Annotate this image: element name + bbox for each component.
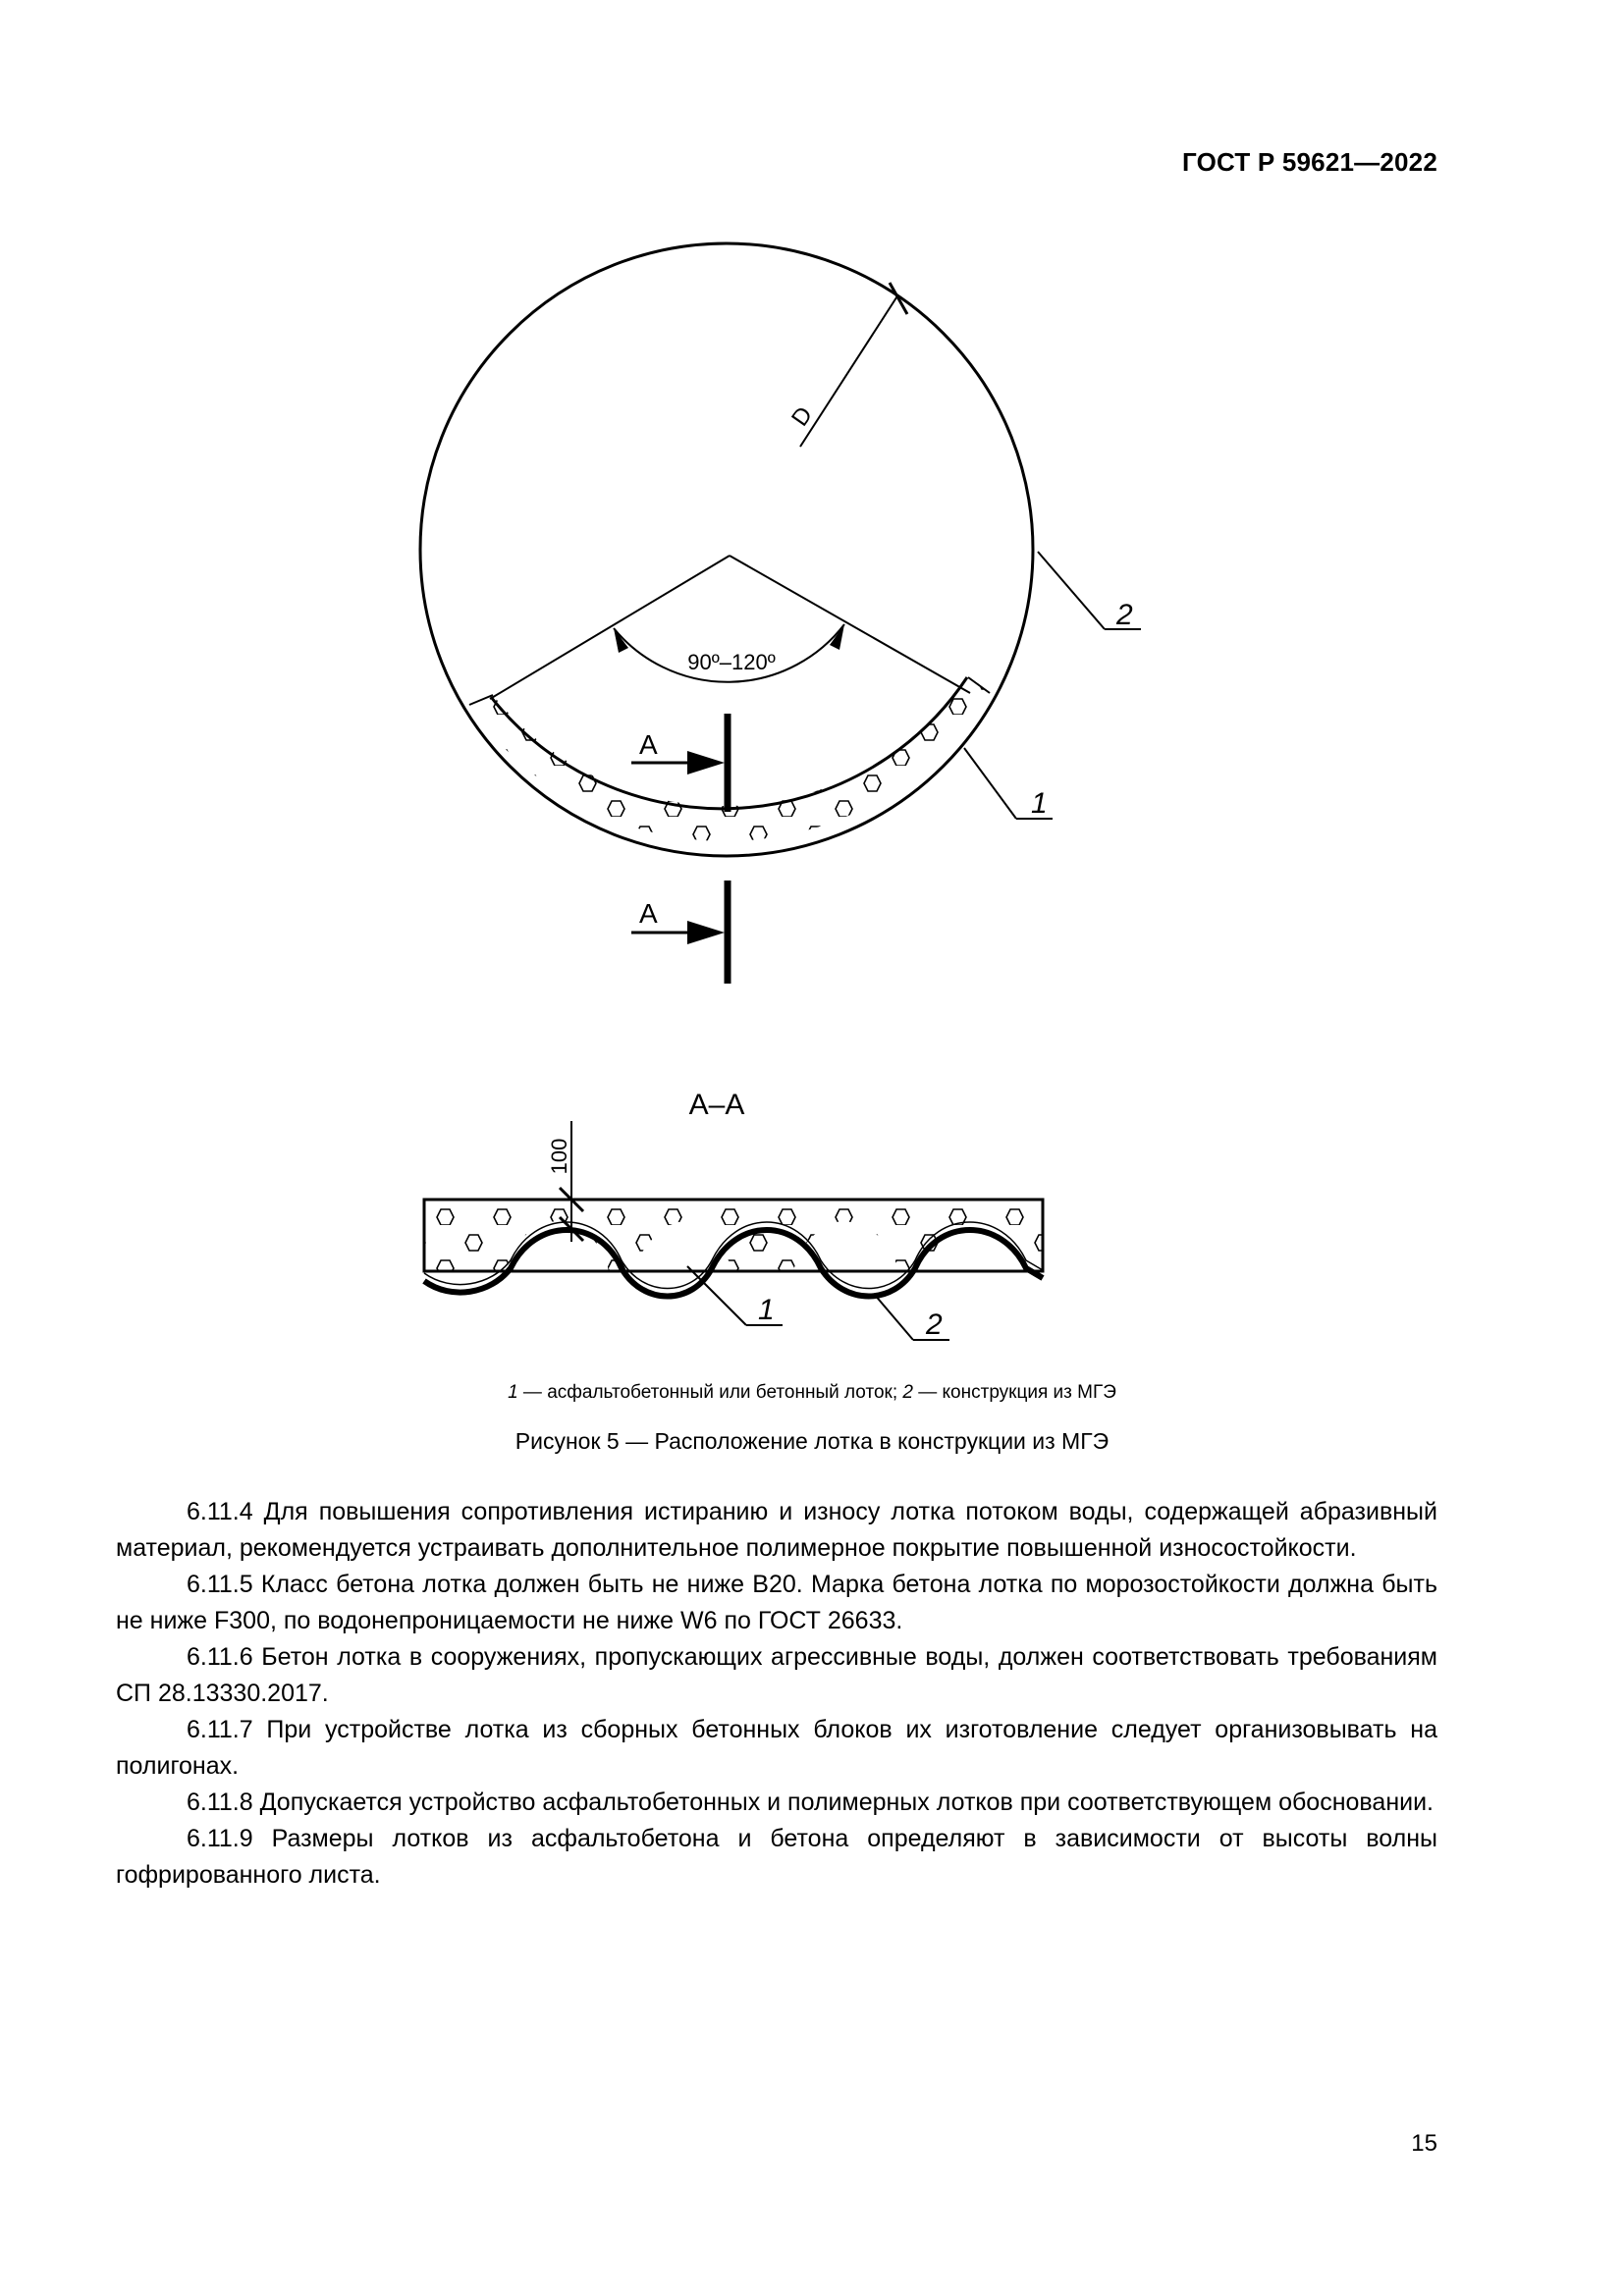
body-text <box>116 1494 1437 1894</box>
section-hatch <box>424 1200 1043 1303</box>
angle-arrow-right <box>830 624 844 650</box>
figure-caption: Рисунок 5 — Расположение лотка в конструкции из МГЭ <box>514 1428 1110 1454</box>
callout-2-leader <box>1038 552 1105 629</box>
document-header: ГОСТ Р 59621—2022 <box>1182 147 1437 177</box>
radius-tick <box>890 283 907 314</box>
page-number: 15 <box>1411 2130 1437 2157</box>
paragraph-6-11-7: 6.11.7 При устройстве лотка из сборных бетонных блоков их изготовление следует организовывать на полигонах. <box>116 1716 1437 1780</box>
callout-2-label: 2 <box>1116 599 1133 631</box>
section-callout-1-label: 1 <box>758 1294 775 1326</box>
section-marker-upper: А <box>639 729 658 760</box>
dimension-label: 100 <box>547 1138 571 1175</box>
radius-label: D <box>785 401 819 432</box>
section-title: А–А <box>688 1089 745 1121</box>
section-arrow-upper-head <box>687 751 725 774</box>
callout-1-leader <box>964 748 1016 819</box>
paragraph-6-11-4: 6.11.4 Для повышения сопротивления истиранию и износу лотка потоком воды, содержащей абразивный материал, рекомендуется устраивать дополнительное полимерное покрытие повышенной износостойкости. <box>116 1498 1437 1562</box>
section-callout-2-label: 2 <box>926 1308 943 1341</box>
section-callout-2-leader <box>874 1294 913 1340</box>
paragraph-6-11-5: 6.11.5 Класс бетона лотка должен быть не ниже В20. Марка бетона лотка по морозостойкости должна быть не ниже F300, по водонепроницаемости не ниже W6 по ГОСТ 26633. <box>116 1571 1437 1634</box>
angle-label: 90º–120º <box>687 650 776 674</box>
section-callout-1-leader <box>687 1266 746 1325</box>
callout-1-label: 1 <box>1031 787 1048 820</box>
radius-line <box>800 294 898 447</box>
tray-hatch <box>452 667 1011 864</box>
section-marker-lower: А <box>639 898 658 929</box>
paragraph-6-11-8: 6.11.8 Допускается устройство асфальтобетонных и полимерных лотков при соответствующем обосновании. <box>187 1789 1435 1816</box>
figure-legend: 1 — асфальтобетонный или бетонный лоток; 2 — конструкция из МГЭ <box>508 1382 1116 1403</box>
paragraph-6-11-6: 6.11.6 Бетон лотка в сооружениях, пропускающих агрессивные воды, должен соответствовать требованиям СП 28.13330.2017. <box>116 1643 1437 1707</box>
section-arrow-lower-head <box>687 921 725 944</box>
paragraph-6-11-9: 6.11.9 Размеры лотков из асфальтобетона и бетона определяют в зависимости от высоты волны гофрированного листа. <box>116 1825 1437 1889</box>
